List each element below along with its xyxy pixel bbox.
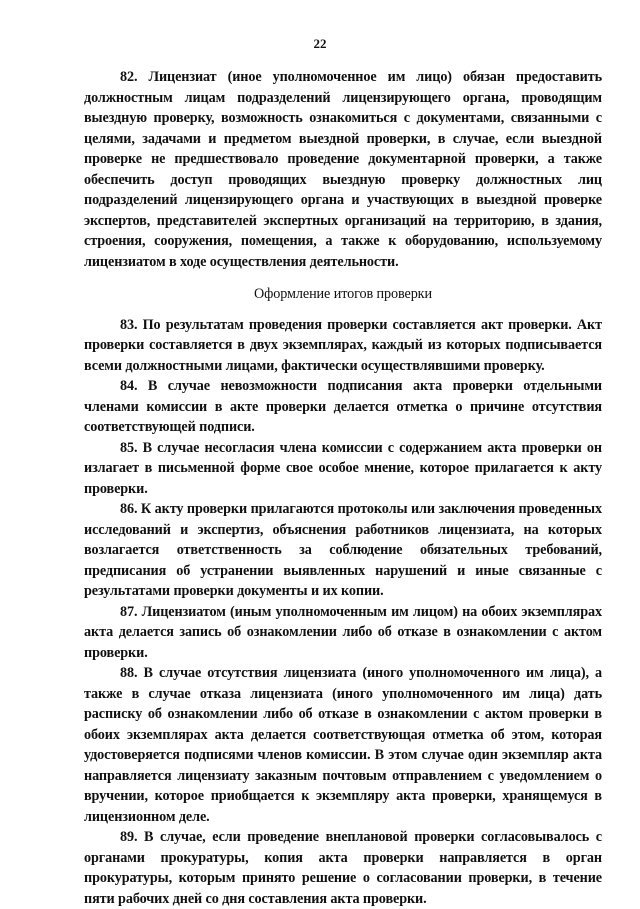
paragraph-89: 89. В случае, если проведение внеплановой проверки согласовывалось с органами прокуратуры, копия акта проверки направляется в орган прокуратуры, которым принято решение о согласовании проверки, в течение пяти рабочих дней со дня составления акта проверки. <box>84 829 602 907</box>
paragraph-84: 84. В случае невозможности подписания акта проверки отдельными членами комиссии в акте проверки делается отметка о причине отсутствия соответствующей подписи. <box>84 378 602 435</box>
paragraph-82: 82. Лицензиат (иное уполномоченное им лицо) обязан предоставить должностным лицам подразделений лицензирующего органа, проводящим выездную проверку, возможность ознакомиться с документами, связанными с целями, задачами и предметом выездной проверки, в случае, если выездной проверке не предшествовало проведение документарной проверки, а также обеспечить доступ проводящих выездную проверку должностных лиц подразделений лицензирующего органа и участвующих в выездной проверке экспертов, представителей экспертных организаций на территорию, в здания, строения, сооружения, помещения, а также к оборудованию, используемому лицензиатом в ходе осуществления деятельности. <box>84 69 602 270</box>
paragraph-88: 88. В случае отсутствия лицензиата (иного уполномоченного им лица), а также в случае отказа лицензиата (иного уполномоченного им лица) дать расписку об ознакомлении либо об отказе в ознакомлении с актом проверки в обоих экземплярах акта делается соответствующая отметка об этом, которая удостоверяется подписями членов комиссии. В этом случае один экземпляр акта направляется лицензиату заказным почтовым отправлением с уведомлением о вручении, которое приобщается к экземпляру акта проверки, хранящемуся в лицензионном деле. <box>84 665 602 825</box>
paragraph-86: 86. К акту проверки прилагаются протоколы или заключения проведенных исследований и экспертиз, объяснения работников лицензиата, на которых возлагается ответственность за соблюдение обязательных требований, предписания об устранении выявленных нарушений и иные связанные с результатами проверки документы и их копии. <box>84 501 602 599</box>
section-heading: Оформление итогов проверки <box>254 286 432 302</box>
paragraph-87: 87. Лицензиатом (иным уполномоченным им лицом) на обоих экземплярах акта делается запись об ознакомлении либо об отказе в ознакомлении с актом проверки. <box>84 603 602 661</box>
paragraph-85: 85. В случае несогласия члена комиссии с содержанием акта проверки он излагает в письменной форме свое особое мнение, которое прилагается к акту проверки. <box>84 439 602 497</box>
page-number: 22 <box>313 36 327 51</box>
document-body <box>84 67 602 909</box>
paragraph-83: 83. По результатам проведения проверки составляется акт проверки. Акт проверки составляется в двух экземплярах, каждый из которых подписывается всеми должностными лицами, фактически осуществлявшими проверку. <box>84 316 602 374</box>
